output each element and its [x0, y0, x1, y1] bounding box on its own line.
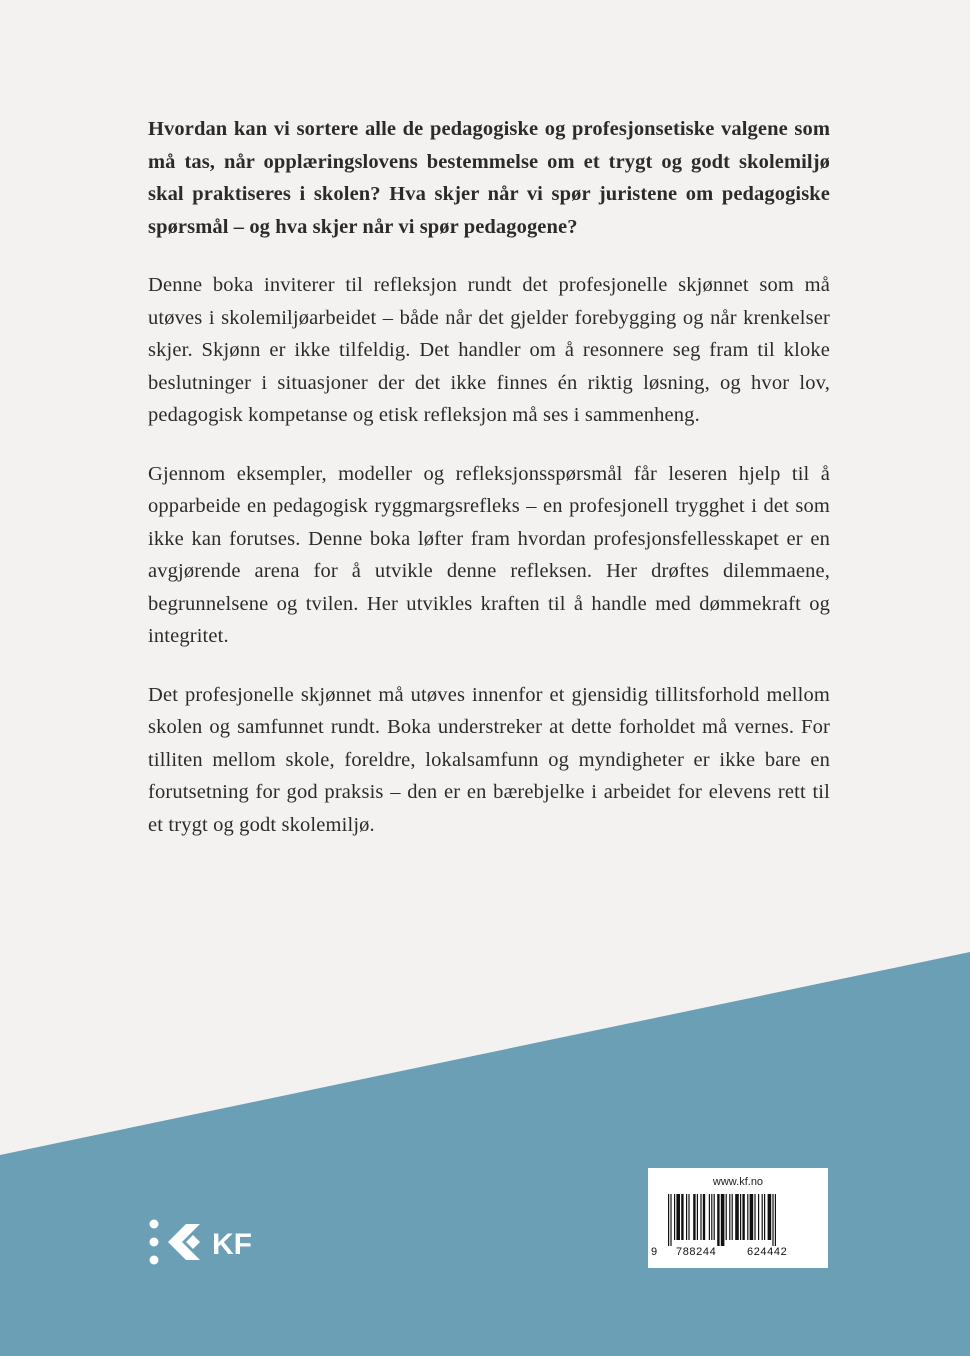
- isbn-barcode: [658, 1194, 818, 1246]
- barcode-bar: [768, 1194, 772, 1240]
- barcode-bar: [717, 1194, 719, 1246]
- barcode-bar: [740, 1194, 741, 1240]
- barcode-bar: [764, 1194, 765, 1240]
- barcode-bar: [726, 1194, 727, 1240]
- barcode-bar: [688, 1194, 689, 1240]
- body-paragraph: Gjennom eksempler, modeller og refleksjonsspørsmål får leseren hjelp til å opparbeide en pedagogisk ryggmargsrefleks – en profesjonell trygghet i det som ikke kan forutses. Denne boka løfter fram hvordan profesjonsfellesskapet er en avgjørende arena for å utvikle denne refleksen. Her drøftes dilemmaene, begrunnelsene og tvilen. Her utvikles kraften til å handle med dømmekraft og integritet.: [148, 462, 830, 647]
- barcode-bar: [703, 1194, 705, 1240]
- barcode-bar: [711, 1194, 712, 1240]
- back-cover-text: [148, 113, 830, 841]
- barcode-bar: [742, 1194, 744, 1240]
- kf-chevron-dots-icon: [146, 1218, 286, 1274]
- barcode-bar: [714, 1194, 715, 1240]
- barcode-bar: [709, 1194, 710, 1240]
- body-paragraph: Denne boka inviterer til refleksjon rundt det profesjonelle skjønnet som må utøves i skolemiljøarbeidet – både når det gjelder forebygging og når krenkelser skjer. Skjønn er ikke tilfeldig. Det handler om å resonnere seg fram til kloke beslutninger i situasjoner der det ikke finnes én riktig løsning, og hvor lov, pedagogisk kompetanse og etisk refleksjon må ses i sammenheng.: [148, 274, 830, 426]
- barcode-bar: [700, 1194, 701, 1240]
- barcode-bar: [747, 1194, 748, 1240]
- publisher-logo-text: KF: [212, 1228, 252, 1261]
- barcode-bar: [775, 1194, 776, 1246]
- intro-paragraph: Hvordan kan vi sortere alle de pedagogiske og profesjonsetiske valgene som må tas, når opplæringslovens bestemmelse om et trygt og godt skolemiljø skal praktiseres i skolen? Hva skjer når vi spør juristene om pedagogiske spørsmål – og hva skjer når vi spør pedagogene?: [148, 118, 830, 238]
- barcode-bar: [750, 1194, 754, 1240]
- barcode-bar: [670, 1194, 671, 1246]
- barcode-bar: [697, 1194, 698, 1240]
- body-paragraph: Det profesjonelle skjønnet må utøves innenfor et gjensidig tillitsforhold mellom skolen og samfunnet rundt. Boka understreker at dette forholdet må vernes. For tilliten mellom skole, foreldre, lokalsamfunn og myndigheter er ikke bare en forutsetning for god praksis – den er en bærebjelke i arbeidet for elevens rett til et trygt og godt skolemiljø.: [148, 683, 830, 836]
- barcode-bar: [758, 1194, 759, 1240]
- publisher-logo: [146, 1218, 286, 1274]
- barcode-digits-left: 788244: [676, 1246, 717, 1258]
- barcode-bar: [721, 1194, 725, 1246]
- barcode-bar: [681, 1194, 683, 1240]
- barcode-bar: [674, 1194, 675, 1240]
- barcode-bar: [668, 1194, 669, 1246]
- barcode-bar: [754, 1194, 755, 1240]
- barcode-bar: [735, 1194, 739, 1240]
- barcode-bar: [676, 1194, 680, 1240]
- barcode-panel: [648, 1168, 828, 1268]
- barcode-digits-right: 624442: [747, 1246, 788, 1258]
- barcode-bar: [732, 1194, 733, 1240]
- barcode-bar: [729, 1194, 730, 1240]
- barcode-digit-first: 9: [651, 1246, 658, 1258]
- barcode-bar: [693, 1194, 695, 1240]
- barcode-bar: [762, 1194, 763, 1240]
- barcode-bar: [772, 1194, 773, 1246]
- publisher-url: www.kf.no: [712, 1176, 764, 1188]
- barcode-bar: [686, 1194, 687, 1240]
